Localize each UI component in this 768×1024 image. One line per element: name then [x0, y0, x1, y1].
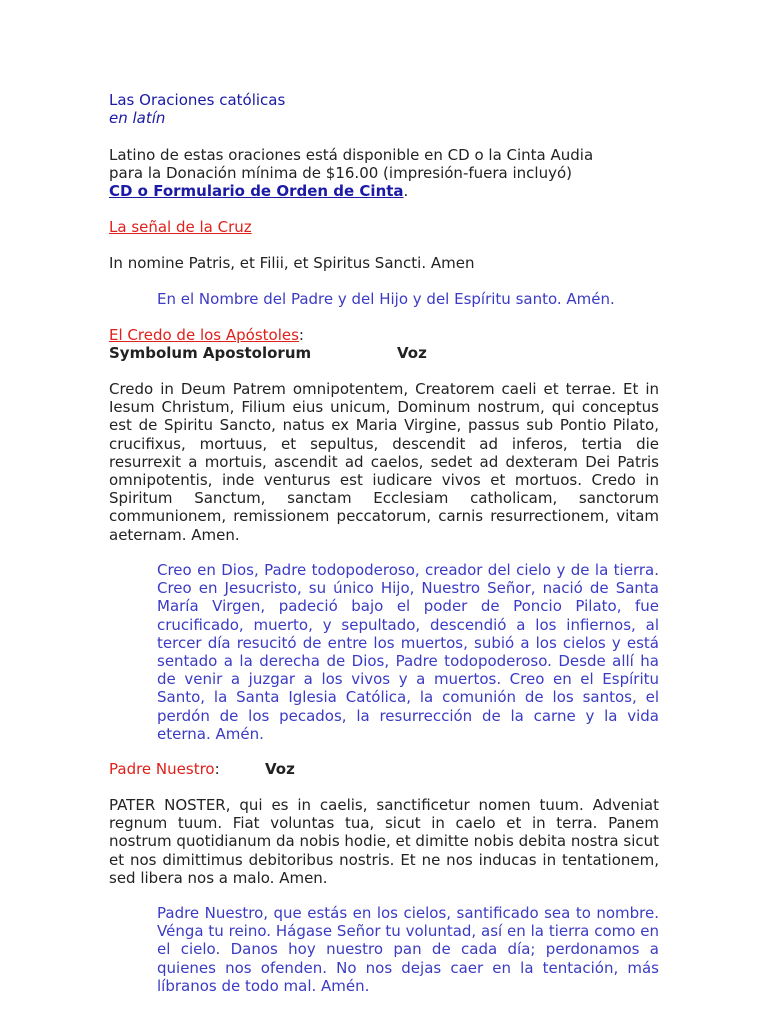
- padre-latin: PATER NOSTER, qui es in caelis, sanctificetur nomen tuum. Adveniat regnum tuum. Fiat voluntas tua, sicut in caelo et in terra. Panem nostrum quotidianum da nobis hodie, et dimitte nobis debita nostra sicut et nos dimittimus debitoribus nostris. Et ne nos inducas in tentationem, sed libera nos a malo. Amen.: [109, 796, 660, 887]
- credo-heading-link[interactable]: El Credo de los Apóstoles: [109, 326, 299, 344]
- credo-subheading-row: [109, 344, 659, 362]
- credo-colon: :: [298, 326, 304, 344]
- page-title: Las Oraciones católicas: [109, 91, 286, 109]
- senal-heading-row: [109, 218, 659, 236]
- padre-voz: Voz: [265, 760, 295, 778]
- padre-heading-row: [109, 760, 659, 778]
- senal-latin: In nomine Patris, et Filii, et Spiritus Sancti. Amen: [109, 254, 475, 272]
- intro-line-1: Latino de estas oraciones está disponible en CD o la Cinta Audia: [109, 146, 594, 164]
- credo-subheading: Symbolum Apostolorum: [109, 344, 312, 362]
- credo-heading-row: [109, 326, 659, 344]
- credo-spanish: Creo en Dios, Padre todopoderoso, creador del cielo y de la tierra. Creo en Jesucristo, su único Hijo, Nuestro Señor, nació de Santa María Virgen, padeció bajo el poder de Poncio Pilato, fue crucificado, muerto, y sepultado, descendió a los infiernos, al tercer día resucitó de entre los muertos, subió a los cielos y está sentado a la derecha de Dios, Padre todopoderoso. Desde allí ha de venir a juzgar a los vivos y a muertos. Creo en el Espíritu Santo, la Santa Iglesia Católica, la comunión de los santos, el perdón de los pecados, la resurrección de la carne y la vida eterna. Amén.: [157, 561, 659, 743]
- intro-line-2: para la Donación mínima de $16.00 (impresión-fuera incluyó): [109, 164, 573, 182]
- credo-voz: Voz: [397, 344, 427, 362]
- order-form-link[interactable]: CD o Formulario de Orden de Cinta: [109, 182, 404, 200]
- intro-link-line: [109, 182, 659, 200]
- senal-heading-link[interactable]: La señal de la Cruz: [109, 218, 252, 236]
- padre-heading-link[interactable]: Padre Nuestro: [109, 760, 215, 778]
- credo-latin: Credo in Deum Patrem omnipotentem, Creatorem caeli et terrae. Et in Iesum Christum, Filium eius unicum, Dominum nostrum, qui conceptus est de Spiritu Sancto, natus ex Maria Virgine, passus sub Pontio Pilato, crucifixus, mortuus, et sepultus, descendit ad inferos, tertia die resurrexit a mortuis, ascendit ad caelos, sedet ad dexteram Dei Patris omnipotentis, inde venturus est iudicare vivos et mortuos. Credo in Spiritum Sanctum, sanctam Ecclesiam catholicam, sanctorum communionem, remissionem peccatorum, carnis resurrectionem, vitam aeternam. Amen.: [109, 380, 659, 544]
- senal-spanish: En el Nombre del Padre y del Hijo y del Espíritu santo. Amén.: [157, 290, 615, 308]
- page-subtitle: en latín: [109, 109, 166, 127]
- intro-period: .: [403, 182, 409, 200]
- padre-colon: :: [214, 760, 220, 778]
- padre-spanish: Padre Nuestro, que estás en los cielos, santificado sea to nombre. Vénga tu reino. Hágase Señor tu voluntad, así en la tierra como en el cielo. Danos hoy nuestro pan de cada día; perdonamos a quienes nos ofenden. No nos dejas caer en la tentación, más líbranos de todo mal. Amén.: [157, 904, 659, 995]
